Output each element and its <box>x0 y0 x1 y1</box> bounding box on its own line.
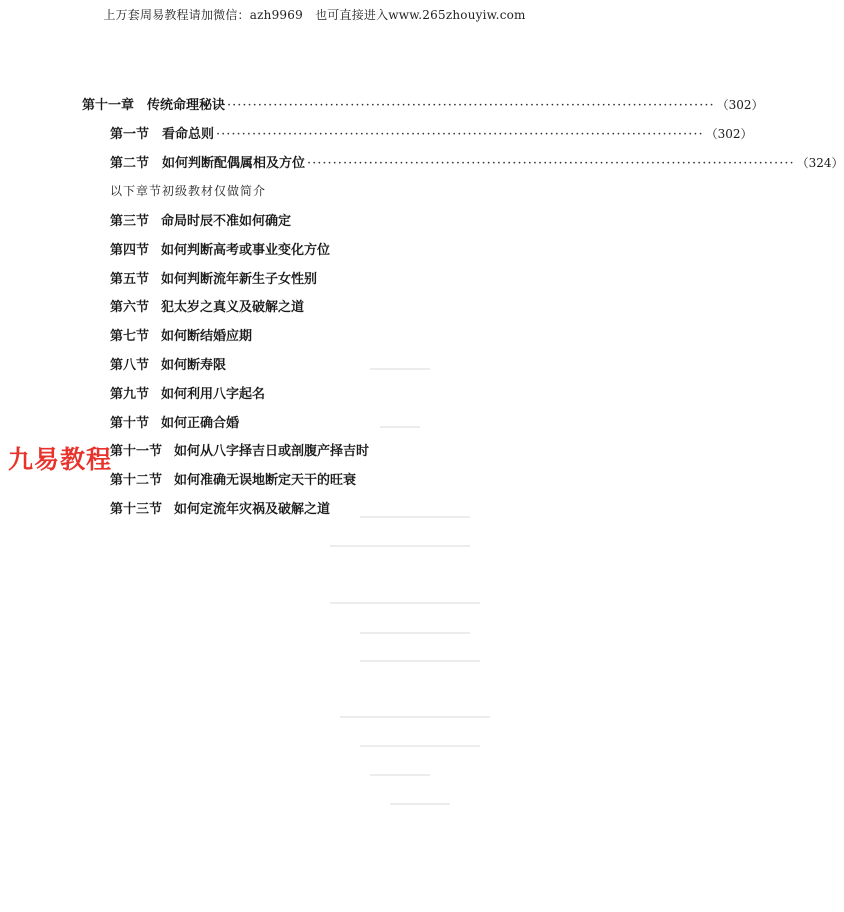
bleed-through-line <box>360 632 470 634</box>
watermark-logo-text: 九易教程 <box>8 445 113 474</box>
chapter-title: 第十一章 传统命理秘诀 <box>82 98 226 113</box>
section-title: 如何定流年灾祸及破解之道 <box>174 502 331 517</box>
section-number: 第七节 <box>110 329 150 344</box>
chapter-heading <box>82 94 764 113</box>
toc-section <box>110 469 356 488</box>
bleed-through-line <box>340 716 490 718</box>
section-title: 如何判断高考或事业变化方位 <box>161 243 331 258</box>
toc-section <box>110 325 252 344</box>
bleed-through-line <box>380 426 420 428</box>
chapter-page-number: （302） <box>716 98 764 112</box>
bleed-through-line <box>360 745 480 747</box>
section-title: 如何准确无误地断定天干的旺衰 <box>174 473 357 488</box>
section-number: 第四节 <box>110 243 150 258</box>
toc-entry-page-number: （302） <box>705 127 753 141</box>
section-title: 如何利用八字起名 <box>161 387 266 402</box>
toc-section <box>110 354 226 373</box>
section-number: 第十一节 <box>110 444 163 459</box>
toc-entry <box>110 152 844 171</box>
section-number: 第六节 <box>110 300 150 315</box>
top-banner: 上万套周易教程请加微信：azh9969 也可直接进入www.265zhouyiw.com <box>103 8 526 22</box>
toc-entry-page-number: （324） <box>796 156 844 170</box>
dot-leader: ······························································································· <box>216 127 704 142</box>
toc-entry-title: 第一节 看命总则 <box>110 127 215 142</box>
bleed-through-line <box>360 660 480 662</box>
section-title: 命局时辰不准如何确定 <box>161 214 292 229</box>
section-title: 如何断结婚应期 <box>161 329 253 344</box>
bleed-through-line <box>390 803 450 805</box>
toc-section <box>110 268 317 287</box>
dot-leader: ······························································································· <box>227 98 715 113</box>
toc-section <box>110 440 369 459</box>
toc-section <box>110 412 239 431</box>
toc-section <box>110 239 330 258</box>
toc-entry <box>110 123 753 142</box>
section-title: 犯太岁之真义及破解之道 <box>161 300 305 315</box>
section-number: 第十节 <box>110 416 150 431</box>
section-title: 如何从八字择吉日或剖腹产择吉时 <box>174 444 370 459</box>
bleed-through-line <box>370 368 430 370</box>
section-title: 如何判断流年新生子女性别 <box>161 272 318 287</box>
toc-entry-title: 第二节 如何判断配偶属相及方位 <box>110 156 306 171</box>
bleed-through-line <box>330 545 470 547</box>
section-number: 第八节 <box>110 358 150 373</box>
section-title: 如何断寿限 <box>161 358 227 373</box>
section-number: 第五节 <box>110 272 150 287</box>
section-number: 第三节 <box>110 214 150 229</box>
toc-section <box>110 498 330 517</box>
bleed-through-line <box>330 602 480 604</box>
toc-section <box>110 210 291 229</box>
dot-leader: ······························································································· <box>307 156 795 171</box>
toc-section <box>110 383 265 402</box>
section-note: 以下章节初级教材仅做简介 <box>110 184 267 198</box>
toc-section <box>110 296 304 315</box>
bleed-through-line <box>360 516 470 518</box>
section-title: 如何正确合婚 <box>161 416 240 431</box>
bleed-through-line <box>370 774 430 776</box>
section-number: 第十二节 <box>110 473 163 488</box>
section-number: 第九节 <box>110 387 150 402</box>
section-number: 第十三节 <box>110 502 163 517</box>
